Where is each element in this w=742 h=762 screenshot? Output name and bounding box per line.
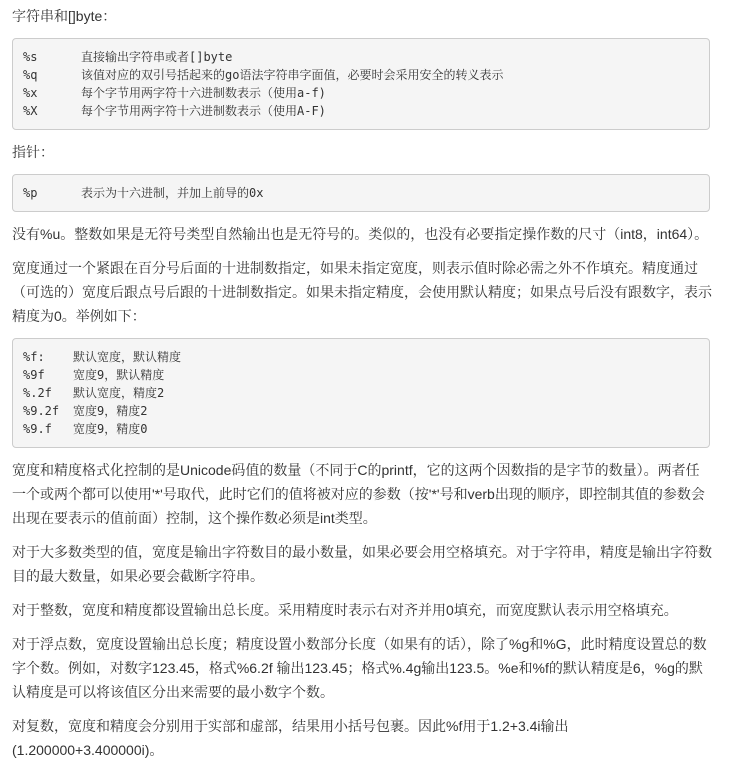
code-line: %9.f 宽度9，精度0 bbox=[23, 422, 148, 436]
paragraph-complex: 对复数，宽度和精度会分别用于实部和虚部，结果用小括号包裹。因此%f用于1.2+3.4i输出(1.200000+3.400000i)。 bbox=[12, 718, 569, 758]
pointer-heading: 指针： bbox=[12, 144, 54, 160]
code-line: %9f 宽度9，默认精度 bbox=[23, 368, 165, 382]
code-line: %f: 默认宽度，默认精度 bbox=[23, 350, 182, 364]
strings-heading: 字符串和[]byte： bbox=[12, 8, 117, 24]
code-line: %p 表示为十六进制，并加上前导的0x bbox=[23, 186, 264, 200]
pointer-code-block bbox=[12, 174, 710, 212]
code-line: %.2f 默认宽度，精度2 bbox=[23, 386, 165, 400]
width-code-block bbox=[12, 338, 710, 448]
paragraph-most-types: 对于大多数类型的值，宽度是输出字符数目的最小数量，如果必要会用空格填充。对于字符串，精度是输出字符数目的最大数量，如果必要会截断字符串。 bbox=[12, 544, 712, 584]
paragraph-no-u: 没有%u。整数如果是无符号类型自然输出也是无符号的。类似的，也没有必要指定操作数的尺寸（int8，int64）。 bbox=[12, 226, 709, 242]
code-line: %x 每个字节用两字符十六进制数表示（使用a-f) bbox=[23, 86, 326, 100]
code-line: %s 直接输出字符串或者[]byte bbox=[23, 50, 233, 64]
code-line: %q 该值对应的双引号括起来的go语法字符串字面值，必要时会采用安全的转义表示 bbox=[23, 68, 504, 82]
paragraph-floats: 对于浮点数，宽度设置输出总长度；精度设置小数部分长度（如果有的话），除了%g和%G，此时精度设置总的数字个数。例如，对数字123.45，格式%6.2f 输出123.45；格式%.4g输出123.5。%e和%f的默认精度是6，%g的默认精度是可以将该值区分出来需要的最小数字个数。 bbox=[12, 636, 707, 700]
code-line: %9.2f 宽度9，精度2 bbox=[23, 404, 148, 418]
strings-code-block bbox=[12, 38, 710, 130]
code-line: %X 每个字节用两字符十六进制数表示（使用A-F) bbox=[23, 104, 326, 118]
paragraph-unicode: 宽度和精度格式化控制的是Unicode码值的数量（不同于C的printf，它的这两个因数指的是字节的数量）。两者任一个或两个都可以使用'*'号取代，此时它们的值将被对应的参数（按'*'号和verb出现的顺序，即控制其值的参数会出现在要表示的值前面）控制，这个操作数必须是int类型。 bbox=[12, 462, 705, 526]
paragraph-width: 宽度通过一个紧跟在百分号后面的十进制数指定，如果未指定宽度，则表示值时除必需之外不作填充。精度通过（可选的）宽度后跟点号后跟的十进制数指定。如果未指定精度，会使用默认精度；如果点号后没有跟数字，表示精度为0。举例如下： bbox=[12, 260, 712, 324]
paragraph-integers: 对于整数，宽度和精度都设置输出总长度。采用精度时表示右对齐并用0填充，而宽度默认表示用空格填充。 bbox=[12, 602, 678, 618]
